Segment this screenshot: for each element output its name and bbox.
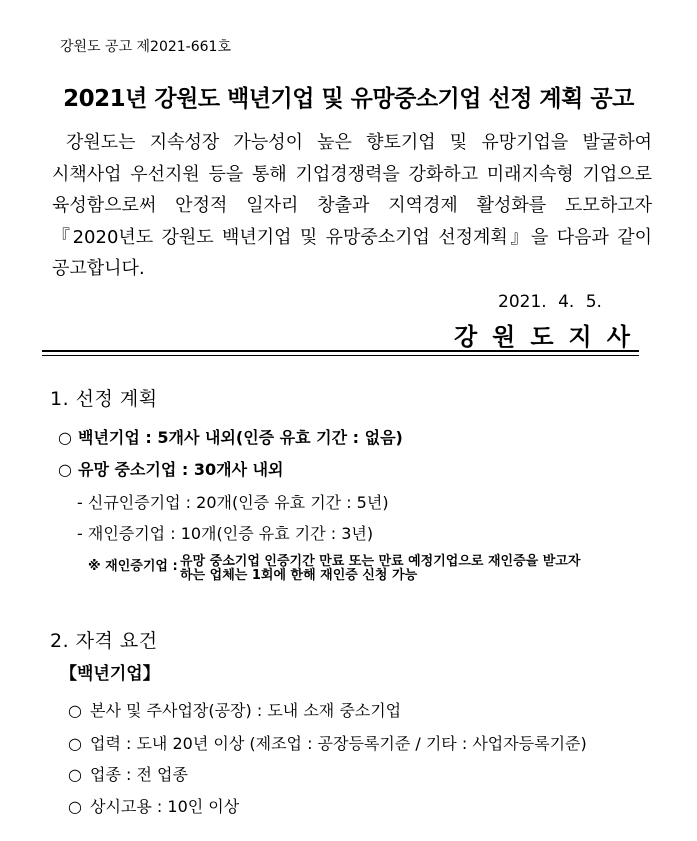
note-line: 하는 업체는 1회에 한해 재인증 신청 가능 [180,568,418,583]
sub-item-renewal: - 재인증기업 : 10개(인증 유효 기간 : 3년) [77,524,374,543]
bullet-promising [58,457,284,480]
requirement-item [68,794,239,817]
requirement-text: 업종 : 전 업종 [90,765,188,784]
circle-bullet-icon: ○ [68,734,82,753]
note-line: 유망 중소기업 인증기간 만료 또는 만료 예정기업으로 재인증을 받고자 [180,554,581,569]
circle-bullet-icon: ○ [68,701,82,720]
requirement-item [68,762,188,785]
bullet-centennial [58,425,403,448]
intro-line: 시책사업 우선지원 등을 통해 기업경쟁력을 강화하고 미래지속형 기업으로 [52,163,652,185]
bullet-text: 유망 중소기업 : 30개사 내외 [78,460,284,479]
section2-heading: 2. 자격 요건 [50,630,158,652]
requirement-item [68,698,401,721]
circle-bullet-icon: ○ [68,765,82,784]
document-title: 2021년 강원도 백년기업 및 유망중소기업 선정 계획 공고 [63,86,634,112]
notice-date: 2021. 4. 5. [498,292,602,312]
intro-line: 강원도는 지속성장 가능성이 높은 향토기업 및 유망기업을 발굴하여 [66,132,652,153]
requirement-text: 본사 및 주사업장(공장) : 도내 소재 중소기업 [90,701,402,720]
circle-bullet-icon: ○ [58,428,72,447]
notice-number: 강원도 공고 제2021-661호 [60,39,231,55]
requirement-item [68,731,587,754]
circle-bullet-icon: ○ [58,460,72,479]
governor-signature: 강원도지사 [454,323,645,351]
intro-line: 공고합니다. [52,258,145,279]
sub-item-new: - 신규인증기업 : 20개(인증 유효 기간 : 5년) [77,493,389,512]
section1-heading: 1. 선정 계획 [50,388,158,410]
subheading-centennial: 【백년기업】 [60,664,160,684]
intro-paragraph [52,127,652,285]
circle-bullet-icon: ○ [68,797,82,816]
requirement-text: 상시고용 : 10인 이상 [90,797,240,816]
note-label: ※ 재인증기업 : [88,559,178,574]
intro-line: 육성함으로써 안정적 일자리 창출과 지역경제 활성화를 도모하고자 [52,195,652,216]
note-text [180,555,580,583]
intro-line: 『2020년도 강원도 백년기업 및 유망중소기업 선정계획』을 다음과 같이 [52,226,652,248]
bullet-text: 백년기업 : 5개사 내외(인증 유효 기간 : 없음) [78,428,403,447]
divider-thin [42,355,639,356]
divider-thick [42,350,639,352]
requirement-text: 업력 : 도내 20년 이상 (제조업 : 공장등록기준 / 기타 : 사업자등록기준) [90,734,587,753]
